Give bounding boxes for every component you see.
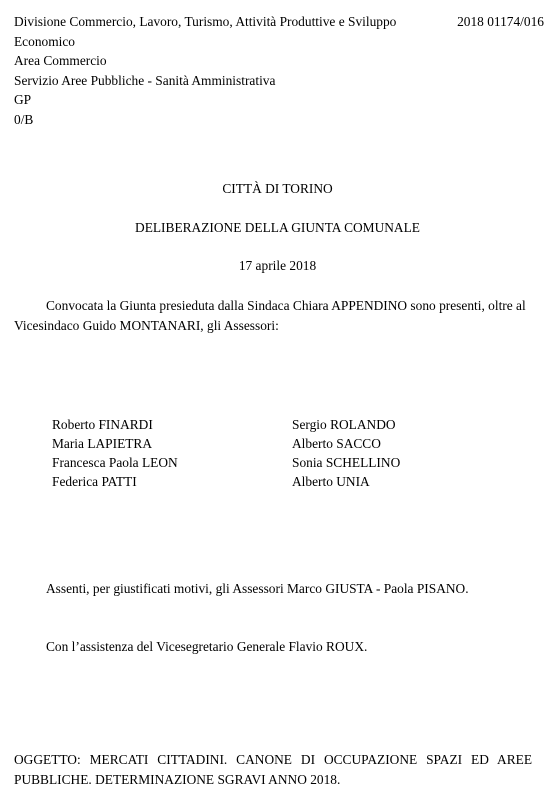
intro-paragraph: Convocata la Giunta presieduta dalla Sindaca Chiara APPENDINO sono presenti, oltre al Vicesindaco Guido MONTANARI, gli Assessori: [14,298,526,333]
document-header [14,12,544,129]
assistance-paragraph: Con l’assistenza del Vicesegretario Generale Flavio ROUX. [46,639,368,654]
protocol-code: 2018 01174/016 [457,14,544,29]
assessors-list [52,415,532,491]
absent-paragraph: Assenti, per giustificati motivi, gli Assessori Marco GIUSTA - Paola PISANO. [46,581,469,596]
assessor-name: Sergio ROLANDO [292,417,396,432]
header-service: Servizio Aree Pubbliche - Sanità Amministrativa [14,72,276,88]
assessor-name: Francesca Paola LEON [52,455,178,470]
header-first-row [14,12,544,51]
city-name: CITTÀ DI TORINO [222,181,333,196]
assessor-name: Roberto FINARDI [52,417,153,432]
header-division: Divisione Commercio, Lavoro, Turismo, Attività Produttive e Sviluppo Economico [14,14,397,49]
assessor-name: Federica PATTI [52,474,137,489]
header-area: Area Commercio [14,53,107,68]
header-initials: GP [14,92,32,107]
document-date: 17 aprile 2018 [238,258,317,273]
assessor-name: Sonia SCHELLINO [292,455,401,470]
assessors-column-right [292,415,532,491]
subject-paragraph: OGGETTO: MERCATI CITTADINI. CANONE DI OCCUPAZIONE SPAZI ED AREE PUBBLICHE. DETERMINAZIONE SGRAVI ANNO 2018. [14,752,532,787]
assessor-name: Alberto SACCO [292,436,381,451]
assessors-column-left [52,415,292,491]
assessor-name: Alberto UNIA [292,474,370,489]
header-reference: 0/B [14,111,34,127]
document-title: DELIBERAZIONE DELLA GIUNTA COMUNALE [135,220,420,235]
assessor-name: Maria LAPIETRA [52,436,153,451]
